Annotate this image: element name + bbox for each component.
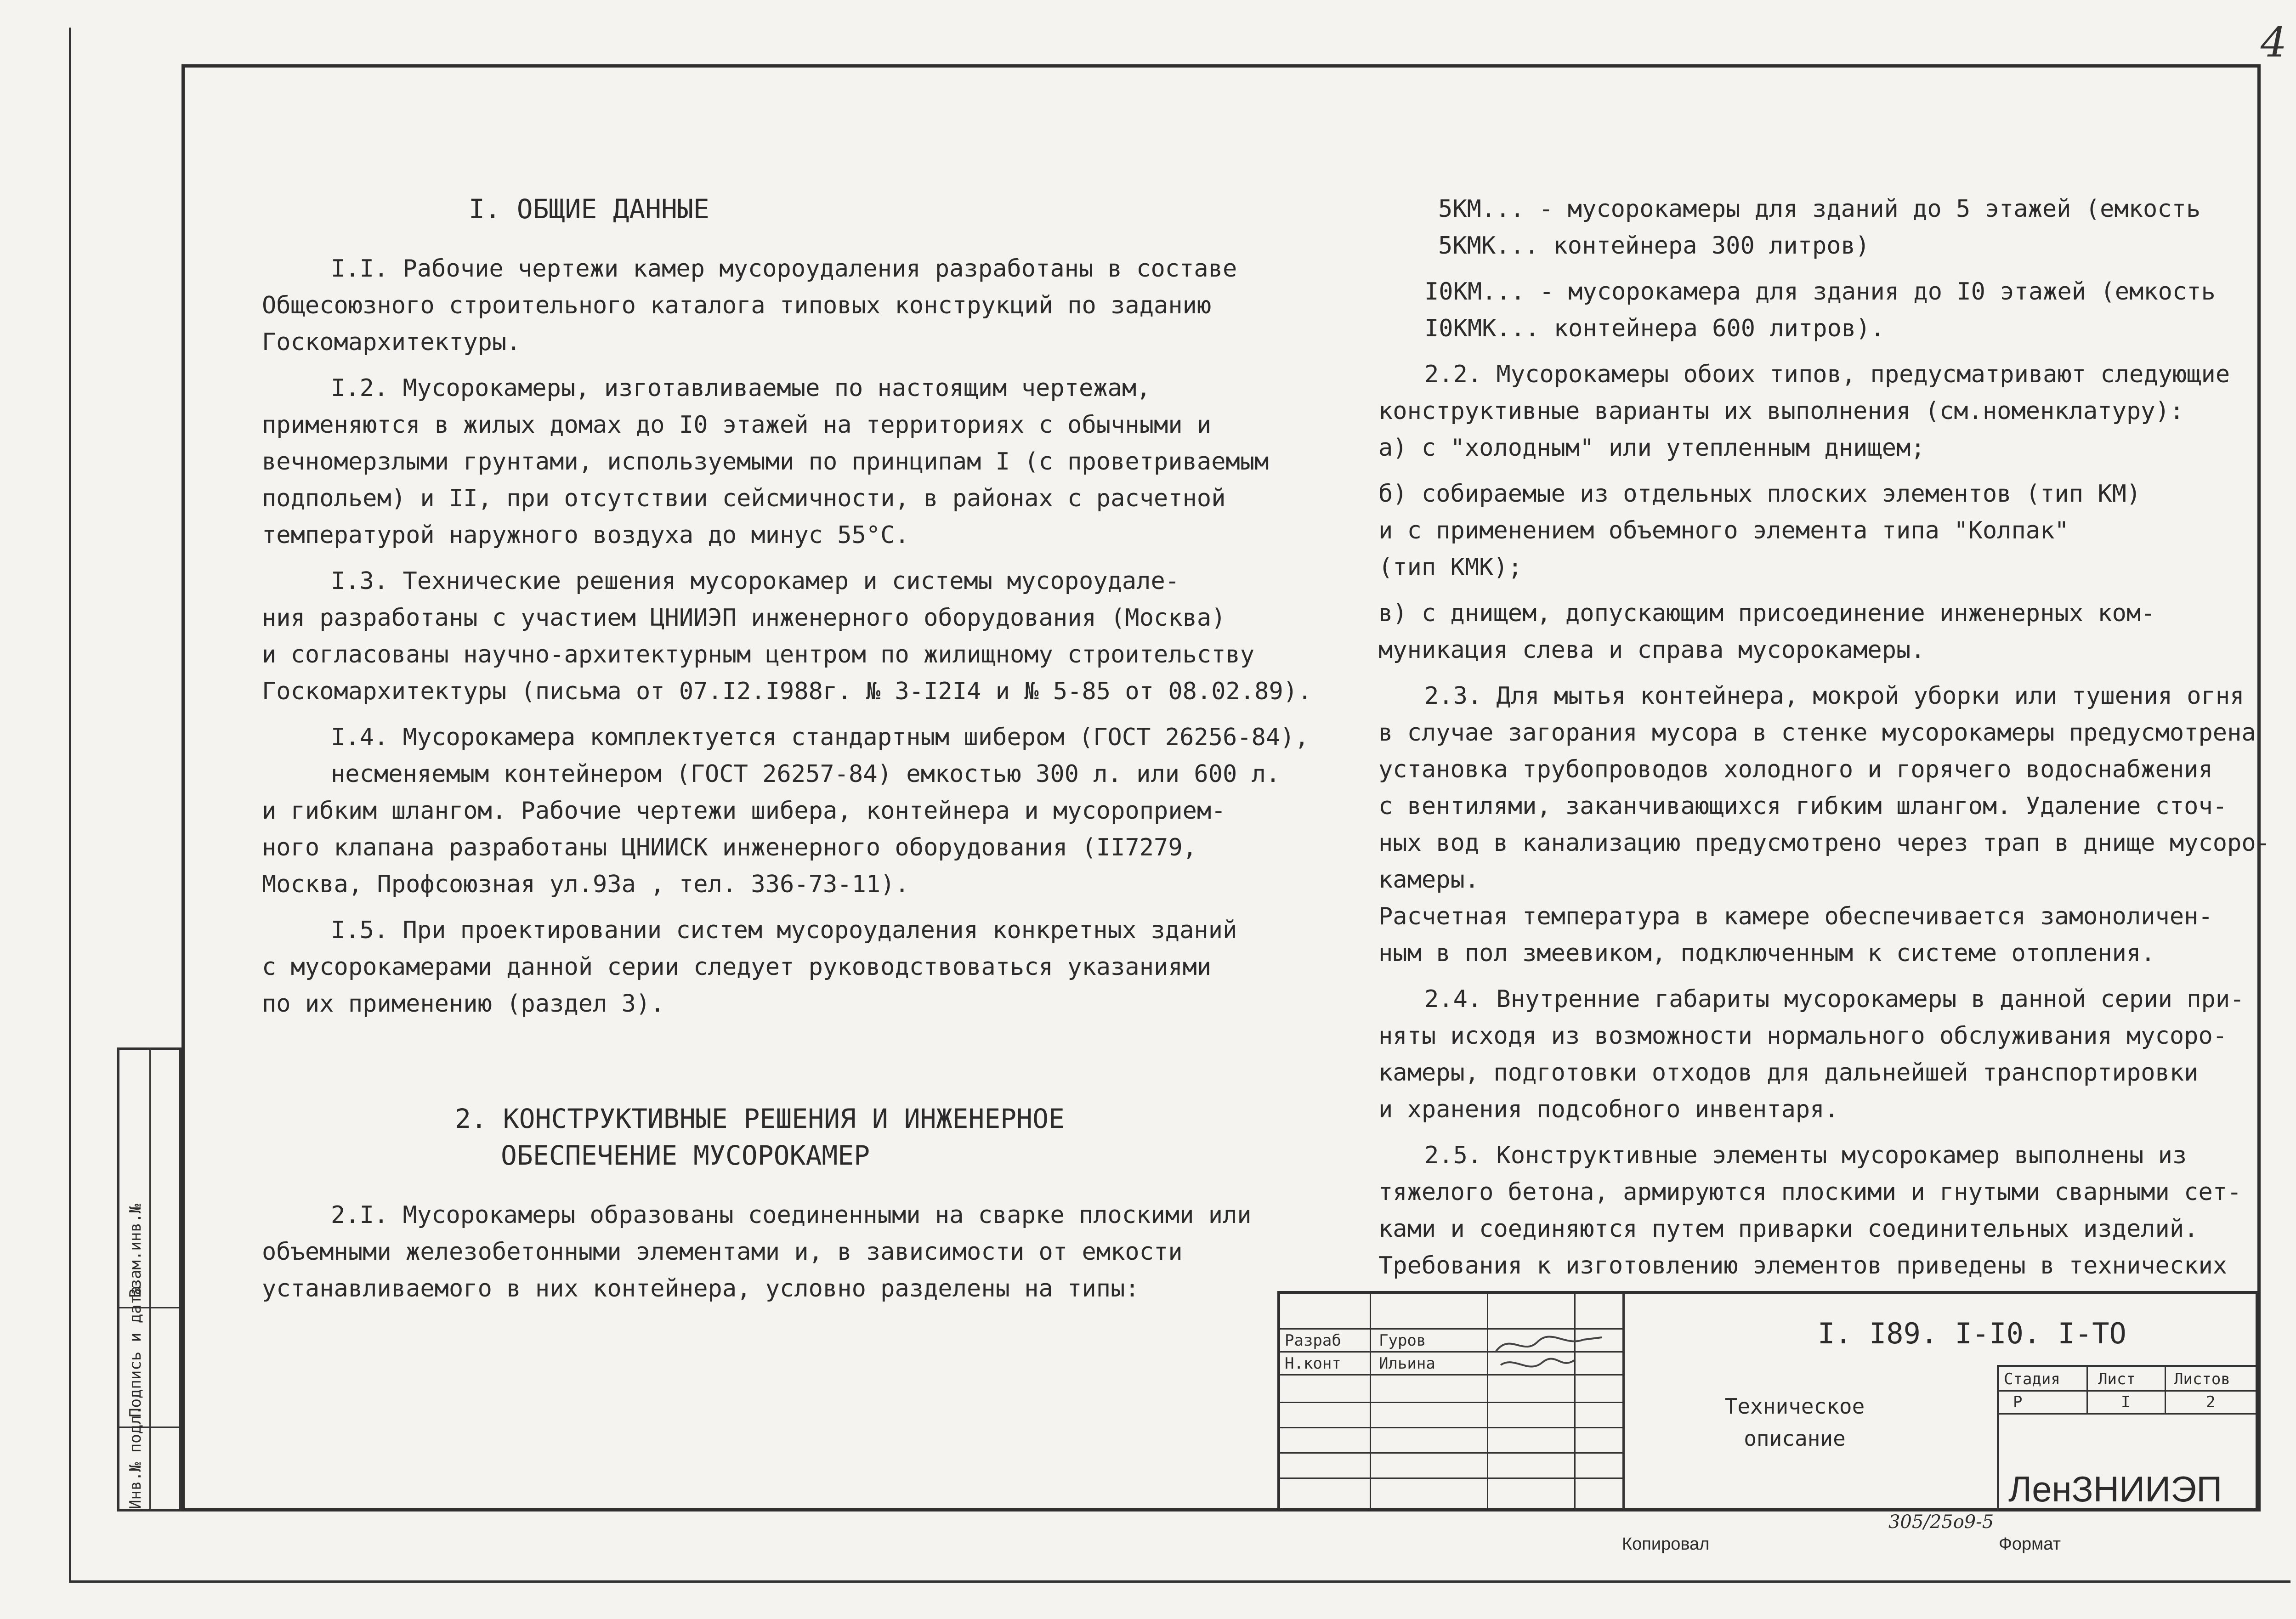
text-line: с мусорокамерами данной серии следует руководствоваться указаниями <box>262 953 1212 981</box>
text-line: Общесоюзного строительного каталога типовых конструкций по заданию <box>262 292 1212 319</box>
text-line: I.4. Мусорокамера комплектуется стандартным шибером (ГОСТ 26256-84), <box>331 724 1309 751</box>
text-line: Москва, Профсоюзная ул.93а , тел. 336-73-11). <box>262 871 909 898</box>
stage-label: Стадия <box>2004 1370 2060 1388</box>
text-line: несменяемым контейнером (ГОСТ 26257-84) емкостью 300 л. или 600 л. <box>331 760 1281 788</box>
section-1-heading: I. ОБЩИЕ ДАННЫЕ <box>469 193 709 225</box>
paragraph-2-2 <box>1378 356 2251 466</box>
name-developer: Гуров <box>1379 1331 1426 1350</box>
text-line: подпольем) и II, при отсутствии сейсмичности, в районах с расчетной <box>262 485 1226 512</box>
text-line: няты исходя из возможности нормального обслуживания мусоро- <box>1378 1022 2228 1050</box>
paragraph-2-4 <box>1378 981 2251 1128</box>
text-line: и с применением объемного элемента типа "Колпак" <box>1378 517 2069 544</box>
paragraph-2-2-b <box>1378 476 2251 586</box>
text-line: ных вод в канализацию предусмотрено через трап в днище мусоро- <box>1378 829 2271 857</box>
title-block-grid <box>1280 1294 1625 1509</box>
text-line: I.5. При проектировании систем мусороудаления конкретных зданий <box>331 917 1237 944</box>
paragraph-1-2 <box>262 370 1273 554</box>
text-line: установка трубопроводов холодного и горячего водоснабжения <box>1378 756 2213 783</box>
text-line: камеры. <box>1378 866 1480 894</box>
role-developer: Разраб <box>1285 1331 1341 1350</box>
left-column <box>262 191 1312 1316</box>
section-2-heading-line2: ОБЕСПЕЧЕНИЕ МУСОРОКАМЕР <box>501 1140 870 1171</box>
text-line: Требования к изготовлению элементов приведены в технических <box>1378 1252 2228 1279</box>
paragraph-1-4 <box>262 719 1309 903</box>
type-5km <box>1378 191 2251 264</box>
paragraph-1-1 <box>262 250 1273 361</box>
text-line: ния разработаны с участием ЦНИИЭП инженерного оборудования (Москва) <box>262 604 1226 632</box>
text-line: 2.4. Внутренние габариты мусорокамеры в данной серии при- <box>1424 985 2245 1013</box>
text-line: конструктивные варианты их выполнения (см.номенклатуру): <box>1378 397 2184 425</box>
grid-row <box>1280 1452 1622 1454</box>
text-line: 2.3. Для мытья контейнера, мокрой уборки или тушения огня <box>1424 682 2245 710</box>
text-line: ками и соединяются путем приварки соединительных изделий. <box>1378 1215 2199 1243</box>
text-line: 5КМ... - мусорокамеры для зданий до 5 этажей (емкость <box>1438 195 2201 223</box>
title-line: описание <box>1744 1426 1846 1451</box>
sheets-value: 2 <box>2206 1393 2216 1411</box>
text-line: (тип КМК); <box>1378 554 1523 581</box>
text-line: I0КМ... - мусорокамера для здания до I0 этажей (емкость <box>1424 278 2216 306</box>
type-10km <box>1378 273 2251 347</box>
paragraph-1-5 <box>262 912 1273 1022</box>
sheet-value: I <box>2121 1393 2131 1411</box>
text-line: 5КМК... контейнера 300 литров) <box>1438 232 1870 260</box>
stamp-label-inv: Инв.№ подл. <box>126 1405 145 1509</box>
section-2-heading-line1: 2. КОНСТРУКТИВНЫЕ РЕШЕНИЯ И ИНЖЕНЕРНОЕ <box>455 1103 1065 1134</box>
text-line: 2.2. Мусорокамеры обоих типов, предусматривают следующие <box>1424 361 2230 388</box>
text-line: в) с днищем, допускающим присоединение инженерных ком- <box>1378 600 2155 627</box>
title-block <box>1277 1291 2258 1511</box>
stamp-vline <box>149 1050 151 1509</box>
text-line: тяжелого бетона, армируются плоскими и гнутыми сварными сет- <box>1378 1178 2242 1206</box>
text-line: I.I. Рабочие чертежи камер мусороудаления разработаны в составе <box>331 255 1237 283</box>
signature-image <box>1491 1328 1611 1379</box>
text-line: по их применению (раздел 3). <box>262 990 665 1018</box>
grid-row <box>1280 1477 1622 1479</box>
sheet-label: Лист <box>2098 1370 2136 1388</box>
text-line: Госкомархитектуры. <box>262 328 521 356</box>
text-line: Расчетная температура в камере обеспечивается замоноличен- <box>1378 903 2213 930</box>
text-line: Госкомархитектуры (письма от 07.I2.I988г. № 3-I2I4 и № 5-85 от 08.02.89). <box>262 678 1312 705</box>
text-line: с вентилями, заканчивающихся гибким шлангом. Удаление сточ- <box>1378 793 2228 820</box>
text-line: I0КМК... контейнера 600 литров). <box>1424 315 1885 342</box>
paragraph-1-3 <box>262 563 1312 710</box>
document-title <box>1698 1390 1891 1455</box>
paragraph-2-5 <box>1378 1137 2251 1284</box>
right-column <box>1378 191 2271 1293</box>
grid-row <box>1280 1427 1622 1428</box>
text-line: вечномерзлыми грунтами, используемыми по принципам I (с проветриваемым <box>262 448 1269 476</box>
text-line: I.2. Мусорокамеры, изготавливаемые по настоящим чертежам, <box>331 374 1151 402</box>
text-line: и хранения подсобного инвентаря. <box>1378 1096 1839 1123</box>
side-stamp <box>117 1047 181 1511</box>
sheets-label: Листов <box>2174 1370 2230 1388</box>
grid-vline <box>2165 1367 2166 1413</box>
text-line: применяются в жилых домах до I0 этажей на территориях с обычными и <box>262 411 1212 439</box>
grid-vline <box>2086 1367 2088 1413</box>
title-line: Техническое <box>1724 1394 1865 1419</box>
text-line: б) собираемые из отдельных плоских элементов (тип КМ) <box>1378 480 2141 508</box>
grid-vline <box>1487 1294 1488 1509</box>
text-line: ным в пол змеевиком, подключенным к системе отопления. <box>1378 940 2155 967</box>
paragraph-2-2-c <box>1378 595 2251 668</box>
grid-row <box>1999 1413 2256 1415</box>
stage-value: Р <box>2013 1393 2023 1411</box>
name-norm-control: Ильина <box>1379 1354 1435 1373</box>
text-line: ного клапана разработаны ЦНИИСК инженерного оборудования (II7279, <box>262 834 1197 861</box>
text-line: и гибким шлангом. Рабочие чертежи шибера, контейнера и мусороприем- <box>262 797 1226 825</box>
role-norm-control: Н.конт <box>1285 1354 1341 1373</box>
grid-row <box>1999 1390 2256 1392</box>
text-line: а) с "холодным" или утепленным днищем; <box>1378 434 1925 462</box>
text-line: объемными железобетонными элементами и, в зависимости от емкости <box>262 1238 1183 1266</box>
organization-name: ЛенЗНИИЭП <box>2008 1469 2222 1509</box>
text-line: в случае загорания мусора в стенке мусорокамеры предусмотрена <box>1378 719 2256 747</box>
text-line: устанавливаемого в них контейнера, условно разделены на типы: <box>262 1275 1139 1302</box>
format-label: Формат <box>1999 1534 2061 1554</box>
text-line: камеры, подготовки отходов для дальнейшей транспортировки <box>1378 1059 2199 1087</box>
document-code: I. I89. I-I0. I-ТО <box>1818 1317 2126 1350</box>
paragraph-2-1 <box>262 1197 1273 1307</box>
grid-vline <box>1574 1294 1576 1509</box>
text-line: 2.I. Мусорокамеры образованы соединенными на сварке плоскими или <box>331 1201 1252 1229</box>
text-line: муникация слева и справа мусорокамеры. <box>1378 636 1925 664</box>
text-line: 2.5. Конструктивные элементы мусорокамер выполнены из <box>1424 1142 2187 1169</box>
grid-row <box>1280 1402 1622 1403</box>
page-number: 4 <box>2260 18 2287 67</box>
grid-vline <box>1370 1294 1371 1509</box>
text-line: и согласованы научно-архитектурным центром по жилищному строительству <box>262 641 1255 668</box>
text-line: температурой наружного воздуха до минус 55°С. <box>262 521 909 549</box>
copied-label: Копировал <box>1622 1534 1710 1554</box>
text-line: I.3. Технические решения мусорокамер и системы мусороудале- <box>331 567 1180 595</box>
archive-note: 305/25о9-5 <box>1888 1511 1994 1533</box>
stamp-label-signature: Подпись и дата <box>126 1285 145 1417</box>
stamp-label-replace: Взам.инв.№ <box>126 1204 145 1298</box>
paragraph-2-3 <box>1378 678 2271 972</box>
